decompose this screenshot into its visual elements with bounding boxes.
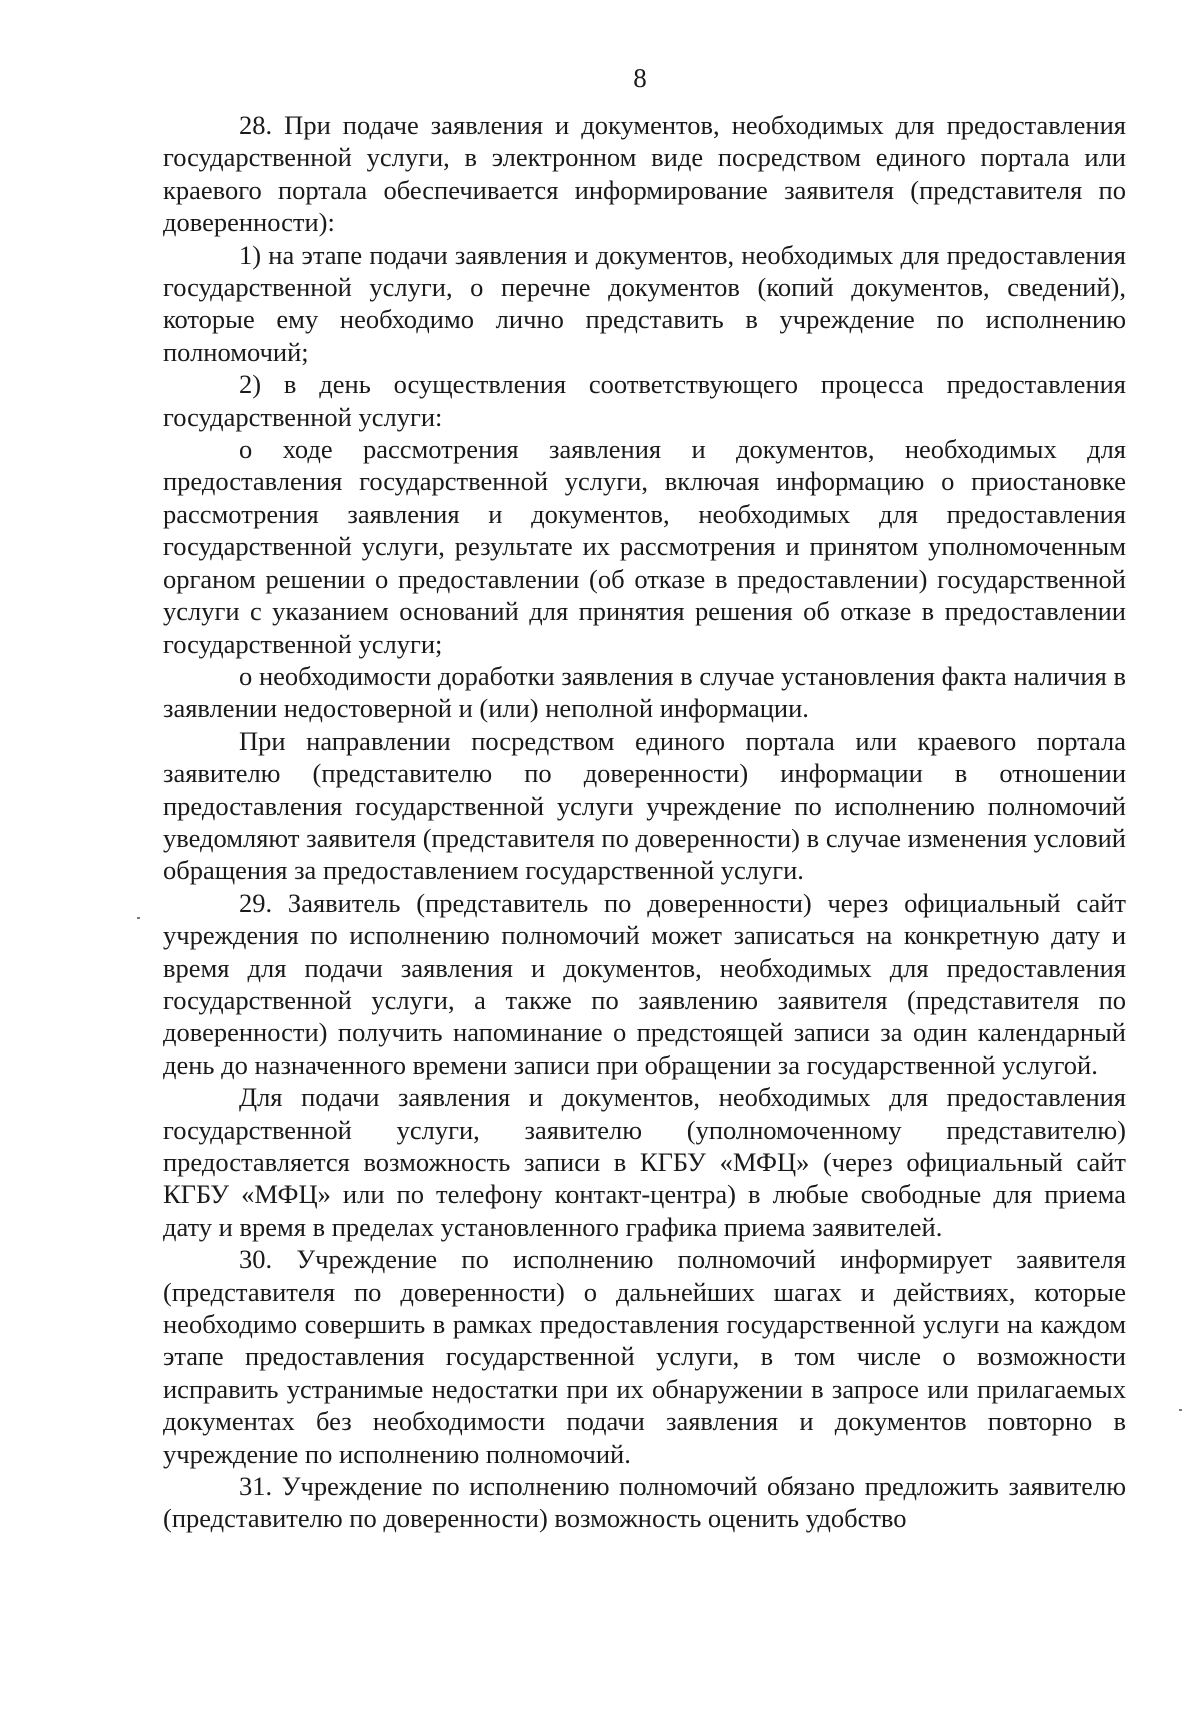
paragraph-notification: При направлении посредством единого портала или краевого портала заявителю (представителю по доверенности) информации в отношении предоставления государственной услуги учреждение по исполнению полномочий уведомляют заявителя (представителя по доверенности) в случае изменения условий обращения за предоставлением государственной услуги. [163, 725, 1126, 886]
paragraph-31: 31. Учреждение по исполнению полномочий обязано предложить заявителю (представителю по доверенности) возможность оценить удобство [163, 1471, 1126, 1534]
paragraph-30: 30. Учреждение по исполнению полномочий информирует заявителя (представителя по доверенности) о дальнейших шагах и действиях, которые необходимо совершить в рамках предоставления государственной услуги на каждом этапе предоставления государственной услуги, в том числе о возможности исправить устранимые недостатки при их обнаружении в запросе или прилагаемых документах без необходимости подачи заявления и документов повторно в учреждение по исполнению полномочий. [163, 1244, 1126, 1469]
paragraph-revision-info: о необходимости доработки заявления в случае установления факта наличия в заявлении недостоверной и (или) неполной информации. [163, 660, 1126, 724]
scan-speck [137, 917, 140, 919]
paragraph-item-2: 2) в день осуществления соответствующего процесса предоставления государственной услуги: [163, 369, 1126, 432]
paragraph-mfc-booking: Для подачи заявления и документов, необходимых для предоставления государственной услуги, заявителю (уполномоченному представителю) предоставляется возможность записи в КГБУ «МФЦ» (через официальный сайт КГБУ «МФЦ» или по телефону контакт-центра) в любые свободные для приема дату и время в пределах установленного графика приема заявителей. [163, 1082, 1126, 1242]
paragraph-progress-info: о ходе рассмотрения заявления и документов, необходимых для предоставления государственной услуги, включая информацию о приостановке рассмотрения заявления и документов, необходимых для предоставления государственной услуги, результате их рассмотрения и принятом уполномоченным органом решении о предоставлении (об отказе в предоставлении) государственной услуги с указанием оснований для принятия решения об отказе в предоставлении государственной услуги; [163, 434, 1126, 659]
paragraph-item-1: 1) на этапе подачи заявления и документов, необходимых для предоставления государственной услуги, о перечне документов (копий документов, сведений), которые ему необходимо лично представить в учреждение по исполнению полномочий; [163, 239, 1126, 367]
scan-speck [1179, 1409, 1182, 1411]
paragraph-28: 28. При подаче заявления и документов, необходимых для предоставления государственной услуги, в электронном виде посредством единого портала или краевого портала обеспечивается информирование заявителя (представителя по доверенности): [163, 110, 1126, 238]
paragraph-29: 29. Заявитель (представитель по доверенности) через официальный сайт учреждения по исполнению полномочий может записаться на конкретную дату и время для подачи заявления и документов, необходимых для предоставления государственной услуги, а также по заявлению заявителя (представителя по доверенности) получить напоминание о предстоящей записи за один календарный день до назначенного времени записи при обращении за государственной услугой. [163, 887, 1126, 1080]
page-number: 8 [633, 63, 647, 93]
document-body [163, 109, 1126, 1535]
